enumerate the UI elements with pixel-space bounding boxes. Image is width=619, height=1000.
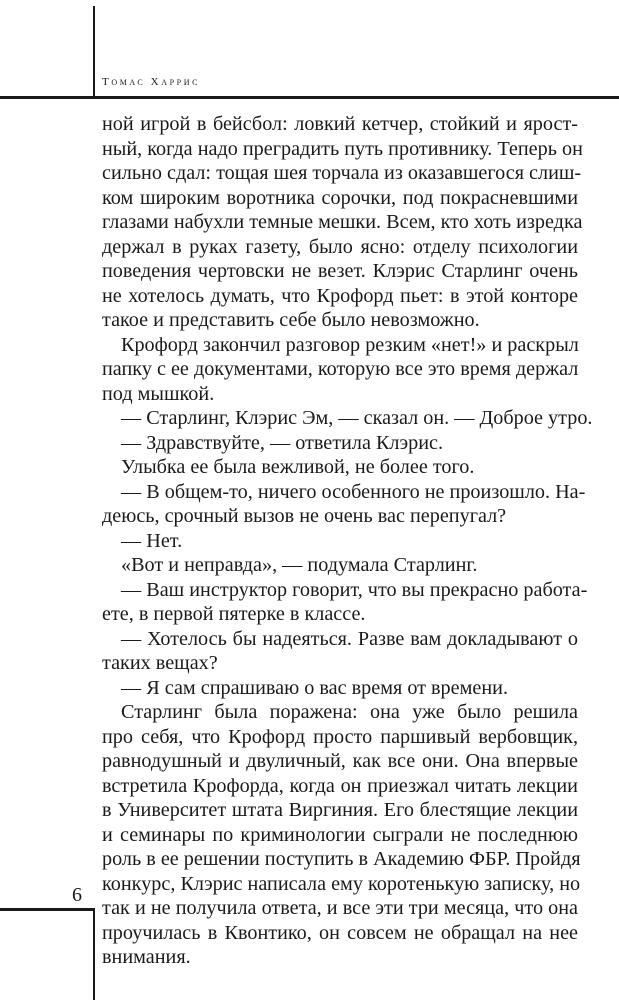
text-line: поведения чертовски не везет. Клэрис Старлинг очень — [102, 260, 578, 282]
text-line: конкурс, Клэрис написала ему коротенькую записку, но — [102, 872, 581, 895]
text-line: под мышкой. — [102, 382, 215, 405]
text-line: роль в ее решении поступить в Академию ФБР. Пройдя — [102, 848, 581, 870]
top-vertical-rule — [93, 6, 95, 98]
text-line: Крофорд закончил разговор резким «нет!» и раскрыл — [121, 333, 579, 356]
footer-rule — [0, 908, 94, 911]
page-number: 6 — [72, 884, 82, 906]
text-line: внимания. — [102, 946, 191, 968]
text-line: — Ваш инструктор говорит, что вы прекрасно работа- — [121, 578, 588, 601]
text-line: таких вещах? — [102, 652, 218, 674]
text-line: встретила Крофорда, когда он приезжал читать лекции — [102, 774, 578, 797]
text-line: — Хотелось бы надеяться. Разве вам докладывают о — [121, 627, 578, 650]
text-line: держал в руках газету, было ясно: отделу психологии — [102, 235, 578, 258]
body-text — [102, 112, 593, 970]
text-line: — Здравствуйте, — ответила Клэрис. — [121, 431, 444, 454]
text-line: «Вот и неправда», — подумала Старлинг. — [121, 554, 478, 576]
text-line: так и не получила ответа, и все эти три месяца, что она — [102, 897, 578, 919]
text-line: про себя, что Крофорд просто паршивый вербовщик, — [102, 725, 578, 748]
text-line: Улыбка ее была вежливой, не более того. — [121, 456, 475, 478]
bottom-vertical-rule — [93, 908, 95, 1000]
text-line: ете, в первой пятерке в классе. — [102, 603, 366, 625]
running-head: Томас Харрис — [102, 76, 201, 88]
text-line: не хотелось думать, что Крофорд пьет: в этой конторе — [102, 284, 578, 307]
header-rule — [0, 96, 619, 99]
text-line: ной игрой в бейсбол: ловкий кетчер, стойкий и ярост- — [102, 113, 578, 135]
text-line: деюсь, срочный вызов не очень вас перепугал? — [102, 505, 507, 527]
text-line: такое и представить себе было невозможно. — [102, 309, 480, 331]
text-line: — Старлинг, Клэрис Эм, — сказал он. — Доброе утро. — [121, 407, 593, 429]
text-line: глазами набухли темные мешки. Всем, кто хоть изредка — [102, 211, 583, 233]
text-line: сильно сдал: тощая шея торчала из оказавшегося слиш- — [102, 162, 582, 184]
text-line: — Я сам спрашиваю о вас время от времени. — [121, 676, 508, 699]
text-line: в Университет штата Виргиния. Его блестящие лекции — [102, 799, 578, 821]
text-line: и семинары по криминологии сыграли не последнюю — [102, 823, 578, 846]
text-line: папку с ее документами, которую все это время держал — [102, 358, 579, 380]
text-line: — В общем-то, ничего особенного не произошло. На- — [121, 480, 586, 503]
text-line: Старлинг была поражена: она уже было решила — [121, 701, 578, 723]
text-line: ный, когда надо преградить путь противнику. Теперь он — [102, 137, 583, 160]
text-line: — Нет. — [121, 529, 183, 552]
text-line: проучилась в Квонтико, он совсем не обращал на нее — [102, 921, 578, 944]
text-line: ком широким воротника сорочки, под покрасневшими — [102, 186, 578, 209]
text-line: равнодушный и двуличный, как все они. Она впервые — [102, 750, 578, 772]
